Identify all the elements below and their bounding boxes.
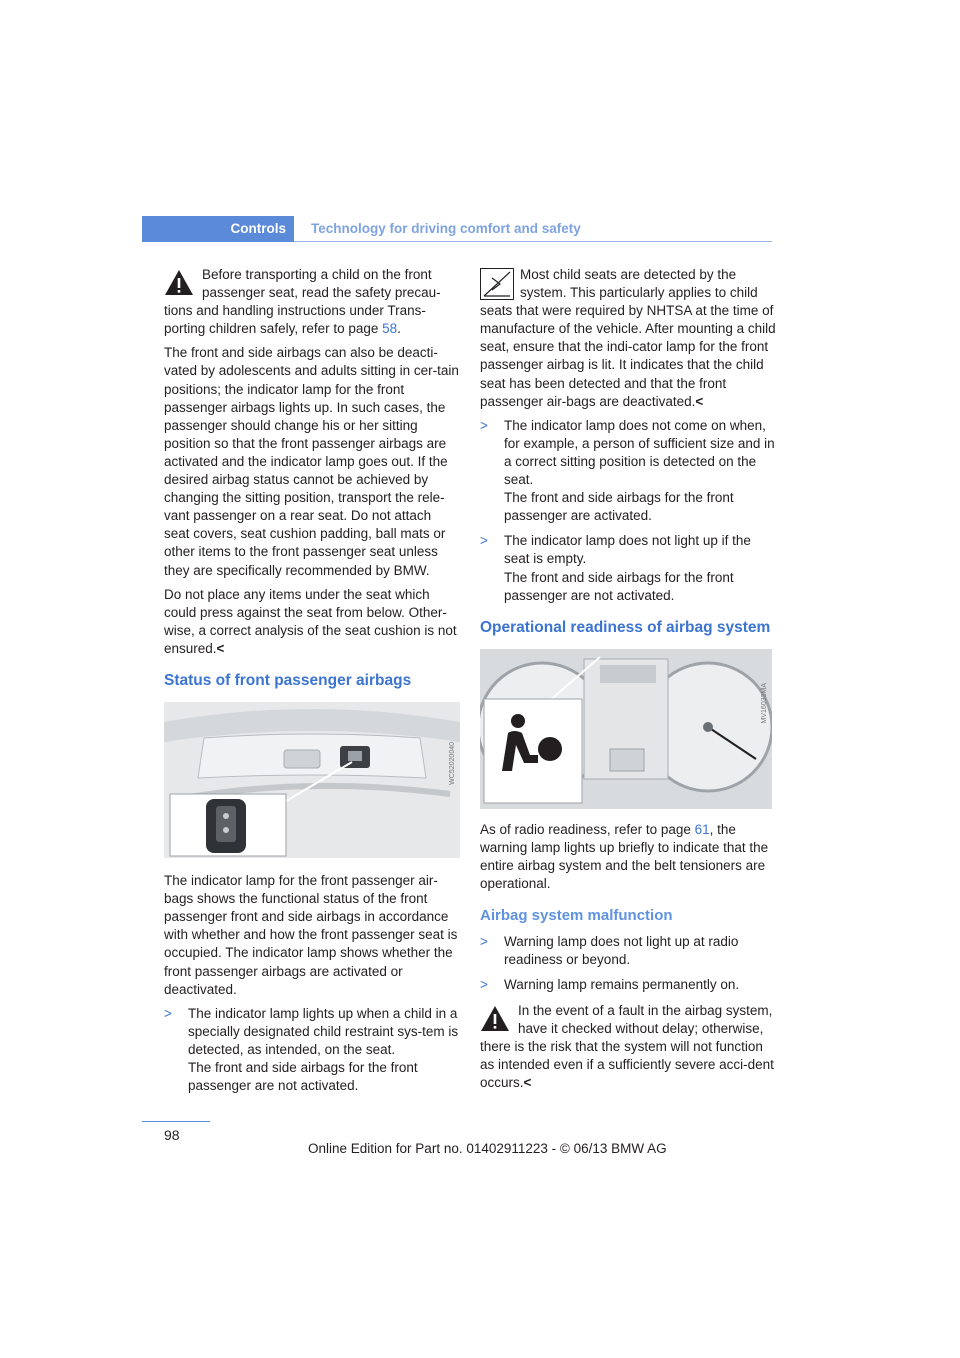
end-mark: <: [216, 640, 225, 656]
section-heading: Operational readiness of airbag system: [480, 618, 771, 636]
warning-triangle-icon: [164, 268, 194, 298]
list-item: > The indicator lamp does not come on when, for example, a person of sufficient size and in a correct sitting position is detected on the seat. The front and side airbags for the front passenger are activated.: [480, 417, 775, 524]
list-item: > The indicator lamp does not light up if the seat is empty. The front and side airbags for the front passenger are not activated.: [480, 533, 751, 603]
instrument-cluster-figure: [480, 649, 772, 809]
bullet-mark: >: [164, 1005, 172, 1021]
body-paragraph: The indicator lamp for the front passenger air-bags shows the functional status of the front passenger front and side airbags in accordance with whether and how the front passenger seat is occupied. The indicator lamp shows whether the front passenger airbags are activated or deactivated.: [164, 873, 458, 997]
instrument-cluster-illustration: [480, 649, 772, 809]
roof-console-illustration: [164, 702, 460, 858]
warning-triangle-icon: [480, 1004, 510, 1034]
figure-code: WC52020040: [448, 742, 456, 785]
footer-edition-text: Online Edition for Part no. 01402911223 - © 06/13 BMW AG: [308, 1141, 667, 1156]
airbag-status-figure: [164, 702, 460, 858]
left-column: [164, 266, 460, 1102]
section-heading: Status of front passenger airbags: [164, 671, 412, 689]
section-label: Controls: [230, 221, 286, 236]
page-link-58[interactable]: 58: [382, 321, 398, 337]
bullet-mark: >: [480, 533, 488, 549]
list-item: > Warning lamp does not light up at radio readiness or beyond.: [480, 934, 739, 968]
note-paragraph: [480, 266, 776, 411]
page-number: 98: [164, 1127, 180, 1143]
body-paragraph: As of radio readiness, refer to page 61, the warning lamp lights up briefly to indicate that the entire airbag system and the belt tensioners are operational.: [480, 821, 769, 892]
bullet-mark: >: [480, 977, 488, 993]
bullet-mark: >: [480, 417, 488, 433]
chapter-title: Technology for driving comfort and safety: [311, 221, 581, 236]
bullet-list: [480, 417, 776, 605]
bullet-list: [480, 933, 776, 994]
bullet-list: [164, 1005, 460, 1095]
end-mark: <: [695, 393, 704, 409]
header-rule: [294, 241, 772, 242]
note-text: Most child seats are detected by the system. This particularly applies to child seats that were required by NHTSA at the time of manufacture of the vehicle. After mounting a child seat, ensure that the indi-cator lamp for the front passenger airbag is lit. It indicates that the child seat has been detected and that the front passenger air-bags are deactivated.: [480, 267, 776, 409]
subsection-heading: Airbag system malfunction: [480, 907, 673, 925]
warning-paragraph: Before transporting a child on the front passenger seat, read the safety precau-tions and handling instructions under Trans-porting children safely, refer to page 58.: [164, 267, 441, 337]
note-arrow-icon: [480, 268, 514, 300]
right-column: [480, 266, 776, 1098]
warning-paragraph: In the event of a fault in the airbag system, have it checked without delay; otherwise, there is the risk that the system will not function as intended even if a sufficiently severe acci-dent occurs.<: [480, 1002, 774, 1090]
page-number-rule: [142, 1121, 210, 1122]
end-mark: <: [523, 1074, 532, 1090]
bullet-mark: >: [480, 934, 488, 950]
page-link-61[interactable]: 61: [694, 821, 710, 837]
list-item: > The indicator lamp lights up when a child in a specially designated child restraint sys-tem is detected, as intended, on the seat. The front and side airbags for the front passenger are not activated.: [164, 1005, 459, 1094]
body-paragraph: The front and side airbags can also be deacti-vated by adolescents and adults sitting in cer-tain positions; the indicator lamp for the front passenger airbags lights up. In such cases, the passenger should change his or her sitting position so that the front passenger airbags are activated and the indicator lamp goes out. If the desired airbag status cannot be achieved by changing the sitting position, transport the rele-vant passenger on a rear seat. Do not attach seat covers, seat cushion padding, ball mats or other items to the front passenger seat unless they are specifically recommended by BMW.: [164, 345, 459, 578]
warning-text: Before transporting a child on the front passenger seat, read the safety precau-tions and handling instructions under Trans-porting children safely, refer to page: [164, 267, 441, 337]
body-paragraph: Do not place any items under the seat which could press against the seat from below. Other-wise, a correct analysis of the seat cushion is not ensured.<: [164, 586, 457, 656]
figure-code: MV16033MA: [760, 682, 768, 724]
list-item: > Warning lamp remains permanently on.: [480, 976, 776, 994]
